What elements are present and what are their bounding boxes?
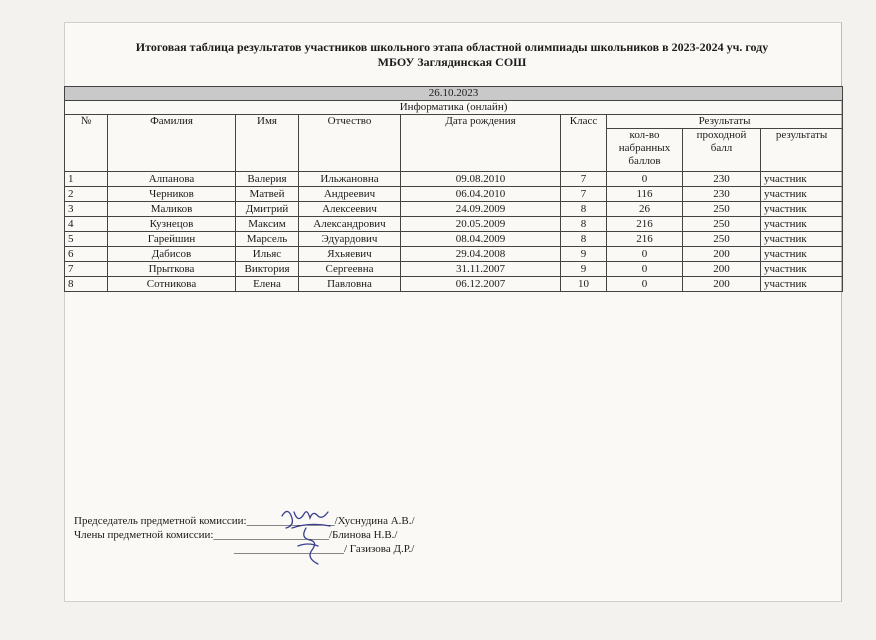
cell-patronymic: Павловна <box>299 277 401 292</box>
cell-score: 216 <box>607 232 683 247</box>
table-row <box>65 172 843 187</box>
cell-surname: Маликов <box>108 202 236 217</box>
subject-name: Информатика (онлайн) <box>65 101 843 115</box>
cell-pass-score: 200 <box>683 247 761 262</box>
date-row <box>65 87 843 101</box>
subject-row <box>65 101 843 115</box>
cell-birth-date: 06.12.2007 <box>401 277 561 292</box>
cell-num: 6 <box>65 247 108 262</box>
table-row <box>65 247 843 262</box>
cell-patronymic: Сергеевна <box>299 262 401 277</box>
header-birth-date: Дата рождения <box>401 115 561 172</box>
cell-score: 26 <box>607 202 683 217</box>
cell-result: участник <box>761 172 843 187</box>
table-row <box>65 232 843 247</box>
cell-num: 3 <box>65 202 108 217</box>
table-row <box>65 262 843 277</box>
cell-patronymic: Андреевич <box>299 187 401 202</box>
cell-grade: 8 <box>561 202 607 217</box>
cell-name: Матвей <box>236 187 299 202</box>
cell-patronymic: Александрович <box>299 217 401 232</box>
table-row <box>65 202 843 217</box>
title-line-2: МБОУ Заглядинская СОШ <box>377 55 527 69</box>
cell-surname: Прыткова <box>108 262 236 277</box>
members-line-2: ____________________/ Газизова Д.Р./ <box>234 543 415 555</box>
cell-grade: 8 <box>561 232 607 247</box>
olympiad-date: 26.10.2023 <box>65 87 843 101</box>
document-title <box>64 40 840 70</box>
header-grade: Класс <box>561 115 607 172</box>
results-table <box>64 86 843 292</box>
handwritten-signature-icon <box>272 502 342 568</box>
header-results-group: Результаты <box>607 115 843 129</box>
cell-num: 8 <box>65 277 108 292</box>
cell-grade: 7 <box>561 187 607 202</box>
commission-signatures <box>74 514 415 556</box>
cell-birth-date: 24.09.2009 <box>401 202 561 217</box>
cell-score: 0 <box>607 277 683 292</box>
header-num: № <box>65 115 108 172</box>
cell-surname: Сотникова <box>108 277 236 292</box>
cell-patronymic: Ильжановна <box>299 172 401 187</box>
cell-score: 216 <box>607 217 683 232</box>
cell-result: участник <box>761 277 843 292</box>
table-row <box>65 217 843 232</box>
table-row <box>65 187 843 202</box>
cell-pass-score: 250 <box>683 232 761 247</box>
cell-birth-date: 09.08.2010 <box>401 172 561 187</box>
cell-patronymic: Яхьяевич <box>299 247 401 262</box>
cell-surname: Алпанова <box>108 172 236 187</box>
cell-birth-date: 31.11.2007 <box>401 262 561 277</box>
cell-patronymic: Эдуардович <box>299 232 401 247</box>
cell-result: участник <box>761 247 843 262</box>
header-patronymic: Отчество <box>299 115 401 172</box>
header-pass-score: проходной балл <box>683 129 761 172</box>
cell-pass-score: 230 <box>683 187 761 202</box>
cell-surname: Дабисов <box>108 247 236 262</box>
cell-score: 0 <box>607 247 683 262</box>
table-body <box>65 172 843 292</box>
header-result: результаты <box>761 129 843 172</box>
cell-pass-score: 250 <box>683 217 761 232</box>
cell-num: 1 <box>65 172 108 187</box>
header-surname: Фамилия <box>108 115 236 172</box>
cell-result: участник <box>761 262 843 277</box>
cell-name: Ильяс <box>236 247 299 262</box>
cell-pass-score: 200 <box>683 262 761 277</box>
title-line-1: Итоговая таблица результатов участников школьного этапа областной олимпиады школьников в 2023-2024 уч. году <box>135 40 769 54</box>
header-row <box>65 115 843 129</box>
cell-num: 2 <box>65 187 108 202</box>
cell-birth-date: 20.05.2009 <box>401 217 561 232</box>
cell-name: Валерия <box>236 172 299 187</box>
cell-result: участник <box>761 232 843 247</box>
cell-score: 0 <box>607 262 683 277</box>
cell-grade: 8 <box>561 217 607 232</box>
cell-num: 5 <box>65 232 108 247</box>
cell-score: 0 <box>607 172 683 187</box>
header-score: кол-во набранных баллов <box>607 129 683 172</box>
cell-name: Елена <box>236 277 299 292</box>
cell-surname: Гарейшин <box>108 232 236 247</box>
cell-name: Марсель <box>236 232 299 247</box>
header-name: Имя <box>236 115 299 172</box>
cell-pass-score: 250 <box>683 202 761 217</box>
cell-name: Виктория <box>236 262 299 277</box>
cell-grade: 9 <box>561 247 607 262</box>
cell-grade: 9 <box>561 262 607 277</box>
cell-result: участник <box>761 217 843 232</box>
cell-birth-date: 29.04.2008 <box>401 247 561 262</box>
cell-score: 116 <box>607 187 683 202</box>
cell-birth-date: 06.04.2010 <box>401 187 561 202</box>
cell-name: Максим <box>236 217 299 232</box>
cell-result: участник <box>761 202 843 217</box>
cell-result: участник <box>761 187 843 202</box>
cell-grade: 7 <box>561 172 607 187</box>
cell-num: 7 <box>65 262 108 277</box>
cell-pass-score: 200 <box>683 277 761 292</box>
cell-num: 4 <box>65 217 108 232</box>
table-row <box>65 277 843 292</box>
chair-line: Председатель предметной комиссии:________________/Хуснудина А.В./ <box>74 515 415 527</box>
cell-surname: Кузнецов <box>108 217 236 232</box>
cell-patronymic: Алексеевич <box>299 202 401 217</box>
cell-grade: 10 <box>561 277 607 292</box>
members-line-1: Члены предметной комиссии:_____________________/Блинова Н.В./ <box>74 529 398 541</box>
cell-pass-score: 230 <box>683 172 761 187</box>
cell-name: Дмитрий <box>236 202 299 217</box>
cell-birth-date: 08.04.2009 <box>401 232 561 247</box>
cell-surname: Черников <box>108 187 236 202</box>
